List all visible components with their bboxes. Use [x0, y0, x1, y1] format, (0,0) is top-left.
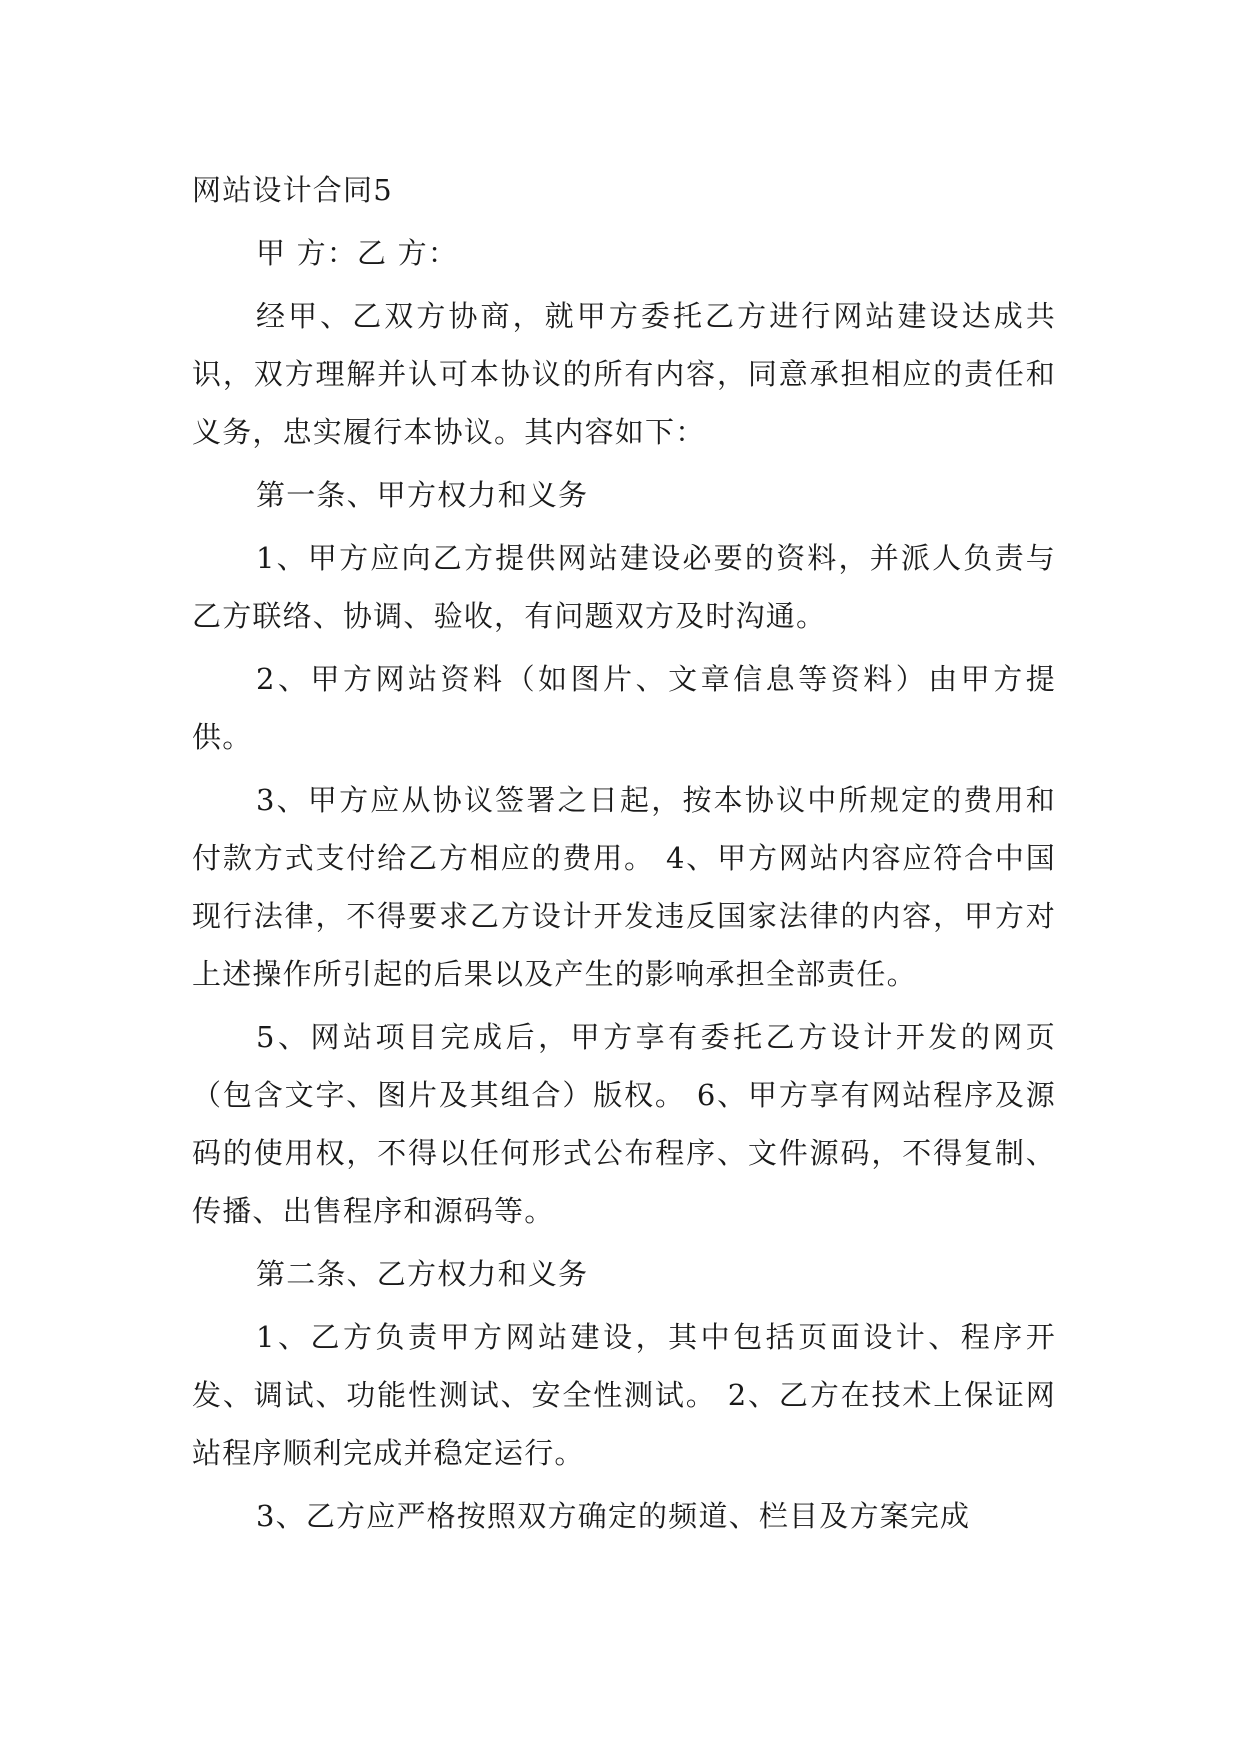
- article-one-clause-3-4: 3、甲方应从协议签署之日起，按本协议中所规定的费用和付款方式支付给乙方相应的费用。 4、甲方网站内容应符合中国现行法律，不得要求乙方设计开发违反国家法律的内容，甲方对上述操作所引起的后果以及产生的影响承担全部责任。: [192, 783, 1056, 991]
- article-two-clause-1-2: 1、乙方负责甲方网站建设，其中包括页面设计、程序开发、调试、功能性测试、安全性测试。 2、乙方在技术上保证网站程序顺利完成并稳定运行。: [192, 1320, 1056, 1470]
- article-one-heading: 第一条、甲方权力和义务: [256, 478, 589, 512]
- parties-line: 甲 方：乙 方：: [256, 236, 459, 270]
- document-title: 网站设计合同5: [192, 173, 393, 207]
- article-one-clause-2: 2、甲方网站资料（如图片、文章信息等资料）由甲方提供。: [192, 662, 1056, 754]
- article-one-clause-5-6: 5、网站项目完成后，甲方享有委托乙方设计开发的网页（包含文字、图片及其组合）版权。 6、甲方享有网站程序及源码的使用权，不得以任何形式公布程序、文件源码，不得复制、传播、出售程序和源码等。: [192, 1020, 1056, 1228]
- article-one-clause-1: 1、甲方应向乙方提供网站建设必要的资料，并派人负责与乙方联络、协调、验收，有问题双方及时沟通。: [192, 541, 1056, 633]
- article-two-heading: 第二条、乙方权力和义务: [256, 1257, 589, 1291]
- article-two-clause-3: 3、乙方应严格按照双方确定的频道、栏目及方案完成: [256, 1499, 971, 1533]
- preamble-paragraph: 经甲、乙双方协商，就甲方委托乙方进行网站建设达成共识，双方理解并认可本协议的所有内容，同意承担相应的责任和义务，忠实履行本协议。其内容如下：: [192, 299, 1056, 449]
- document-body: [192, 161, 1056, 1550]
